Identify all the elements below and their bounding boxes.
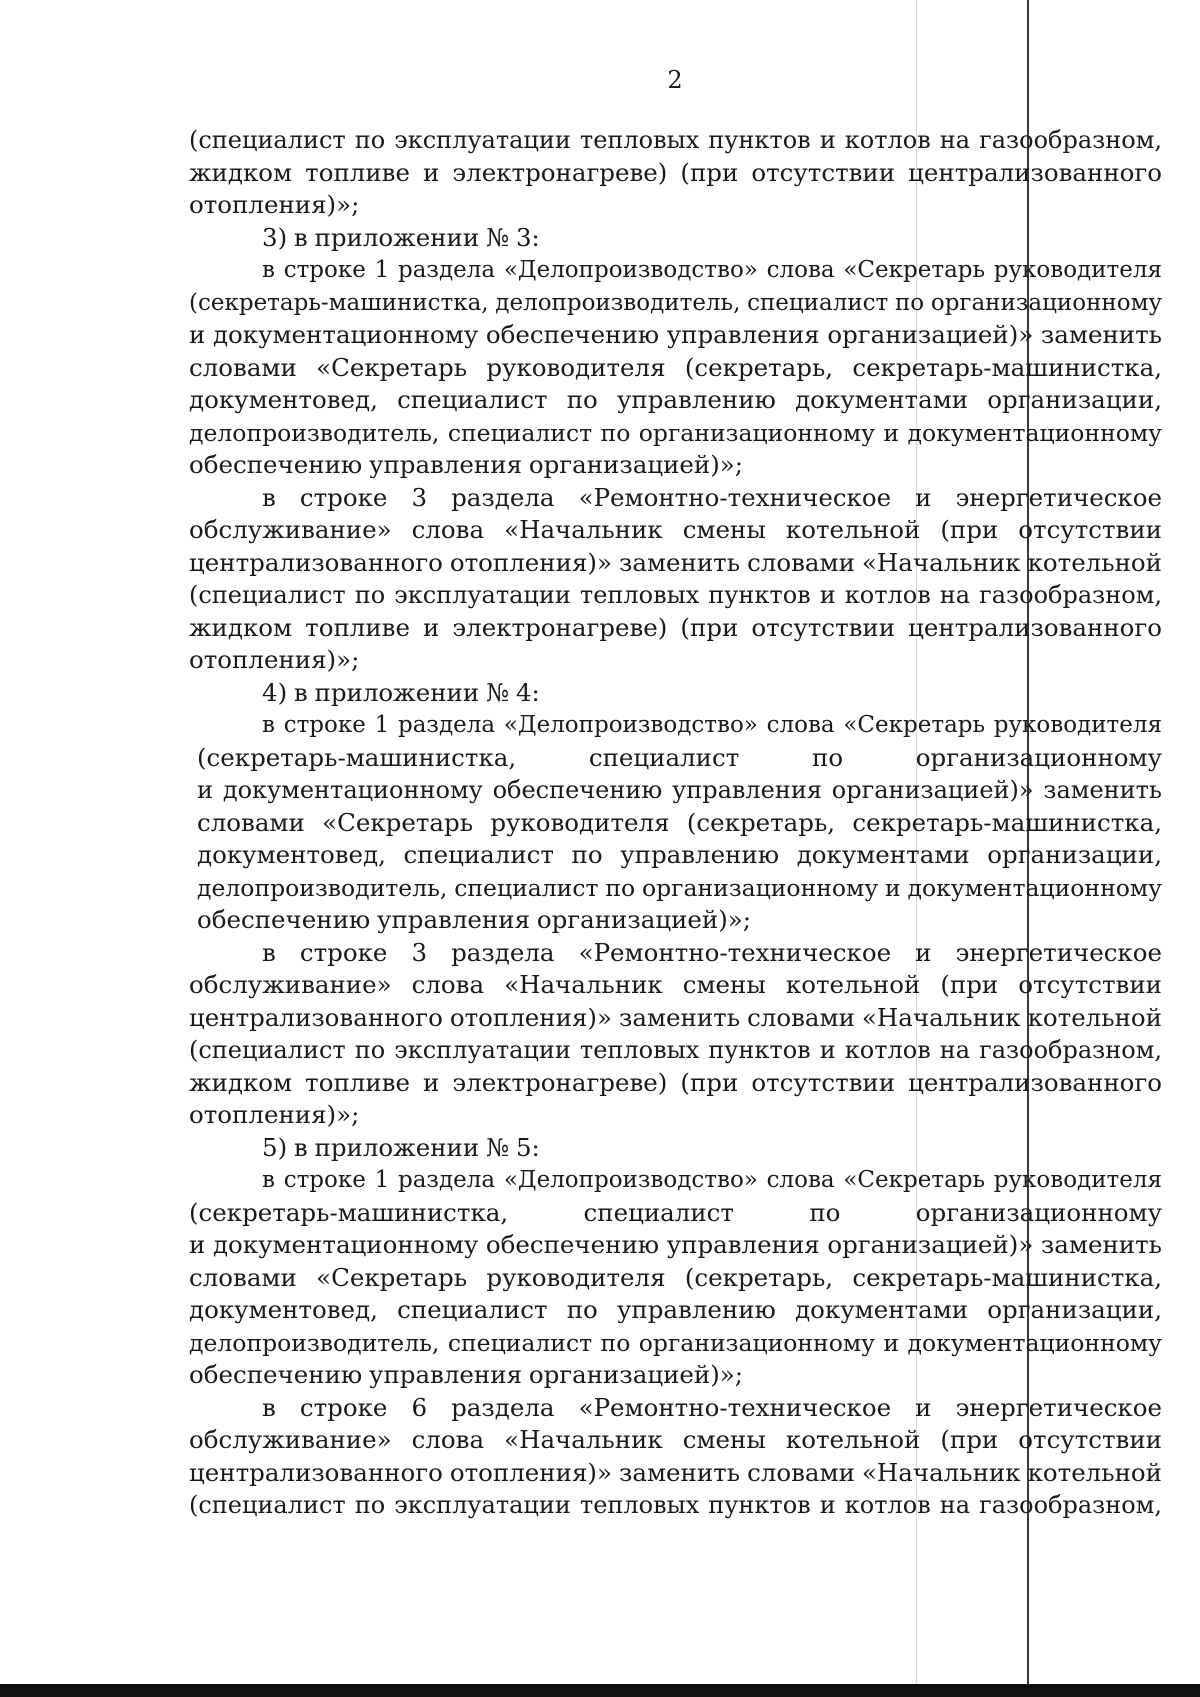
text-line: документовед, специалист по управлению документами организации, bbox=[197, 840, 1162, 869]
text-line: в строке 3 раздела «Ремонтно-техническое и энергетическое bbox=[262, 937, 1162, 967]
text-line: (специалист по эксплуатации тепловых пунктов и котлов на газообразном, bbox=[189, 1036, 1162, 1064]
text-line: словами «Секретарь руководителя (секретарь, секретарь-машинистка, bbox=[197, 807, 1162, 837]
text-line: делопроизводитель, специалист по организационному и документационному bbox=[189, 418, 1162, 447]
text-line: и документационному обеспечению управления организацией)» заменить bbox=[189, 320, 1162, 349]
text-line: делопроизводитель, специалист по организационному и документационному bbox=[189, 1328, 1162, 1357]
text-line: (специалист по эксплуатации тепловых пунктов и котлов на газообразном, bbox=[189, 581, 1162, 609]
text-line: централизованного отопления)» заменить словами «Начальник котельной bbox=[189, 1457, 1162, 1487]
text-line: (специалист по эксплуатации тепловых пунктов и котлов на газообразном, bbox=[189, 126, 1162, 154]
text-line: обслуживание» слова «Начальник смены котельной (при отсутствии bbox=[189, 1425, 1162, 1454]
list-item-heading: 3) в приложении № 3: bbox=[262, 222, 540, 252]
text-line: обслуживание» слова «Начальник смены котельной (при отсутствии bbox=[189, 515, 1162, 544]
text-line: жидком топливе и электронагреве) (при отсутствии централизованного bbox=[189, 1067, 1162, 1097]
list-item-heading: 5) в приложении № 5: bbox=[262, 1132, 540, 1162]
text-line: обеспечению управления организацией)»; bbox=[189, 450, 744, 479]
text-line: (специалист по эксплуатации тепловых пунктов и котлов на газообразном, bbox=[189, 1491, 1162, 1519]
text-line: (секретарь-машинистка, специалист по организационному bbox=[189, 1197, 1162, 1227]
text-line: обеспечению управления организацией)»; bbox=[197, 905, 752, 934]
text-line: жидком топливе и электронагреве) (при отсутствии централизованного bbox=[189, 612, 1162, 642]
text-line: в строке 6 раздела «Ремонтно-техническое и энергетическое bbox=[262, 1392, 1162, 1422]
text-line: обслуживание» слова «Начальник смены котельной (при отсутствии bbox=[189, 970, 1162, 999]
text-line: делопроизводитель, специалист по организационному и документационному bbox=[197, 873, 1162, 902]
text-line: жидком топливе и электронагреве) (при отсутствии централизованного bbox=[189, 157, 1162, 187]
text-line: словами «Секретарь руководителя (секретарь, секретарь-машинистка, bbox=[189, 1262, 1162, 1292]
text-line: и документационному обеспечению управления организацией)» заменить bbox=[189, 1230, 1162, 1259]
text-line: отопления)»; bbox=[189, 645, 360, 674]
list-item-heading: 4) в приложении № 4: bbox=[262, 677, 540, 707]
text-line: (секретарь-машинистка, специалист по организационному bbox=[197, 742, 1162, 772]
text-line: документовед, специалист по управлению документами организации, bbox=[189, 385, 1162, 414]
text-line: отопления)»; bbox=[189, 1100, 360, 1129]
text-line: в строке 3 раздела «Ремонтно-техническое и энергетическое bbox=[262, 482, 1162, 512]
text-line: обеспечению управления организацией)»; bbox=[189, 1360, 744, 1389]
scan-border-bottom bbox=[0, 1684, 1200, 1697]
text-line: в строке 1 раздела «Делопроизводство» слова «Секретарь руководителя bbox=[262, 1167, 1162, 1193]
text-line: словами «Секретарь руководителя (секретарь, секретарь-машинистка, bbox=[189, 352, 1162, 382]
text-line: в строке 1 раздела «Делопроизводство» слова «Секретарь руководителя bbox=[262, 257, 1162, 283]
text-line: отопления)»; bbox=[189, 190, 360, 219]
text-line: (секретарь-машинистка, делопроизводитель, специалист по организационному bbox=[189, 289, 1162, 316]
text-line: в строке 1 раздела «Делопроизводство» слова «Секретарь руководителя bbox=[262, 712, 1162, 738]
document-body bbox=[189, 124, 1162, 1522]
text-line: централизованного отопления)» заменить словами «Начальник котельной bbox=[189, 1002, 1162, 1032]
text-line: документовед, специалист по управлению документами организации, bbox=[189, 1295, 1162, 1324]
text-line: централизованного отопления)» заменить словами «Начальник котельной bbox=[189, 547, 1162, 577]
page-number: 2 bbox=[667, 66, 683, 94]
text-line: и документационному обеспечению управления организацией)» заменить bbox=[197, 776, 1162, 804]
